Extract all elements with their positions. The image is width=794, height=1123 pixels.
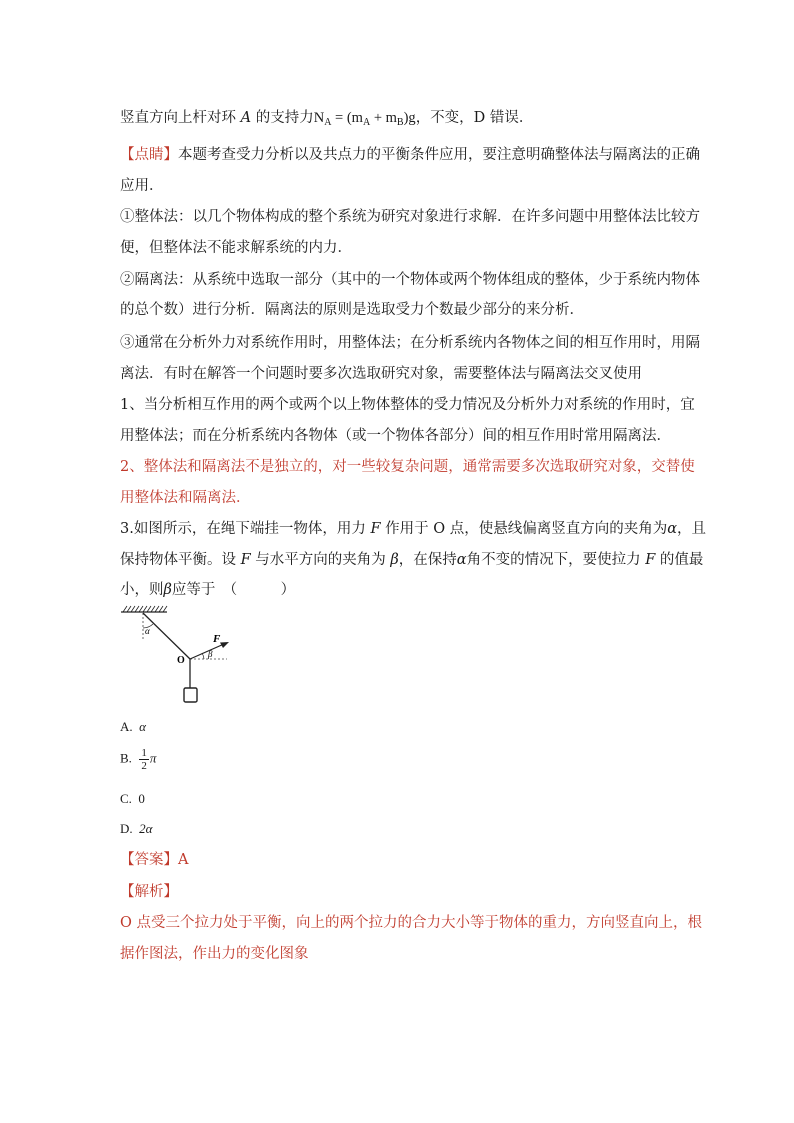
alpha-label: α — [145, 626, 150, 636]
fraction-one-half: $\frac{1}{2}$ — [141, 747, 147, 772]
option-a: A. α — [120, 719, 146, 734]
force-f-line — [190, 644, 224, 659]
method-line: 便，但整体法不能求解系统的内力． — [120, 240, 352, 256]
text-line-support-force: 竖直方向上杆对环 A 的支持力$N_A = (m_A + m_B)g$，不变，D 错误． — [120, 110, 534, 128]
analysis-line-1: O 点受三个拉力处于平衡，向上的两个拉力的合力大小等于物体的重力，方向竖直向上，根 — [120, 915, 702, 931]
method-line: 用整体法；而在分析系统内各物体（或一个物体各部分）间的相互作用时常用隔离法． — [120, 428, 671, 444]
ceiling-hatch — [123, 606, 167, 612]
option-c: C. 0 — [120, 791, 145, 806]
question-line-1: 3.如图所示，在绳下端挂一物体，用力 F 作用于 O 点，使悬线偏离竖直方向的夹角为α，且 — [120, 521, 707, 537]
suspension-string — [143, 613, 190, 659]
method-line: ②隔离法：从系统中选取一部分（其中的一个物体或两个物体组成的整体，少于系统内物体 — [120, 272, 700, 288]
method-line: ③通常在分析外力对系统作用时，用整体法；在分析系统内各物体之间的相互作用时，用隔 — [120, 335, 700, 351]
tip-line-2: 应用． — [120, 178, 164, 194]
method-line: 1、当分析相互作用的两个或两个以上物体整体的受力情况及分析外力对系统的作用时，宜 — [120, 397, 695, 413]
tip-label: 【点睛】 — [120, 147, 178, 163]
red-method-line: 2、整体法和隔离法不是独立的，对一些较复杂问题，通常需要多次选取研究对象，交替使 — [120, 459, 695, 475]
point-o-label: O — [177, 655, 185, 666]
answer-value: A — [178, 852, 189, 868]
tip-line-1: 【点睛】本题考查受力分析以及共点力的平衡条件应用，要注意明确整体法与隔离法的正确 — [120, 147, 700, 163]
method-line: ①整体法：以几个物体构成的整个系统为研究对象进行求解．在许多问题中用整体法比较方 — [120, 209, 700, 225]
hanging-block — [184, 688, 197, 702]
method-line: 离法．有时在解答一个问题时要多次选取研究对象，需要整体法与隔离法交叉使用 — [120, 366, 642, 382]
force-diagram — [115, 604, 245, 709]
red-method-line: 用整体法和隔离法． — [120, 490, 251, 506]
analysis-label-line — [120, 882, 680, 902]
method-line: 的总个数）进行分析．隔离法的原则是选取受力个数最少部分的来分析． — [120, 302, 584, 318]
analysis-line-2: 据作图法，作出力的变化图象 — [120, 946, 309, 962]
option-d: D. 2α — [120, 821, 153, 836]
answer-label: 【答案】 — [120, 852, 178, 868]
formula-support-force: $N_A = (m_A + m_B)g$ — [313, 110, 416, 128]
analysis-label: 【解析】 — [120, 884, 178, 900]
beta-label: β — [208, 649, 213, 659]
option-b: B. $\frac{1}{2}$ π — [120, 747, 157, 772]
force-f-label: F — [213, 633, 221, 645]
question-line-2: 保持物体平衡。设 F 与水平方向的夹角为 β，在保持α角不变的情况下，要使拉力 F 的值最 — [120, 552, 704, 568]
question-line-3: 小，则β应等于 （ ） — [120, 582, 296, 598]
answer-line — [120, 850, 680, 870]
